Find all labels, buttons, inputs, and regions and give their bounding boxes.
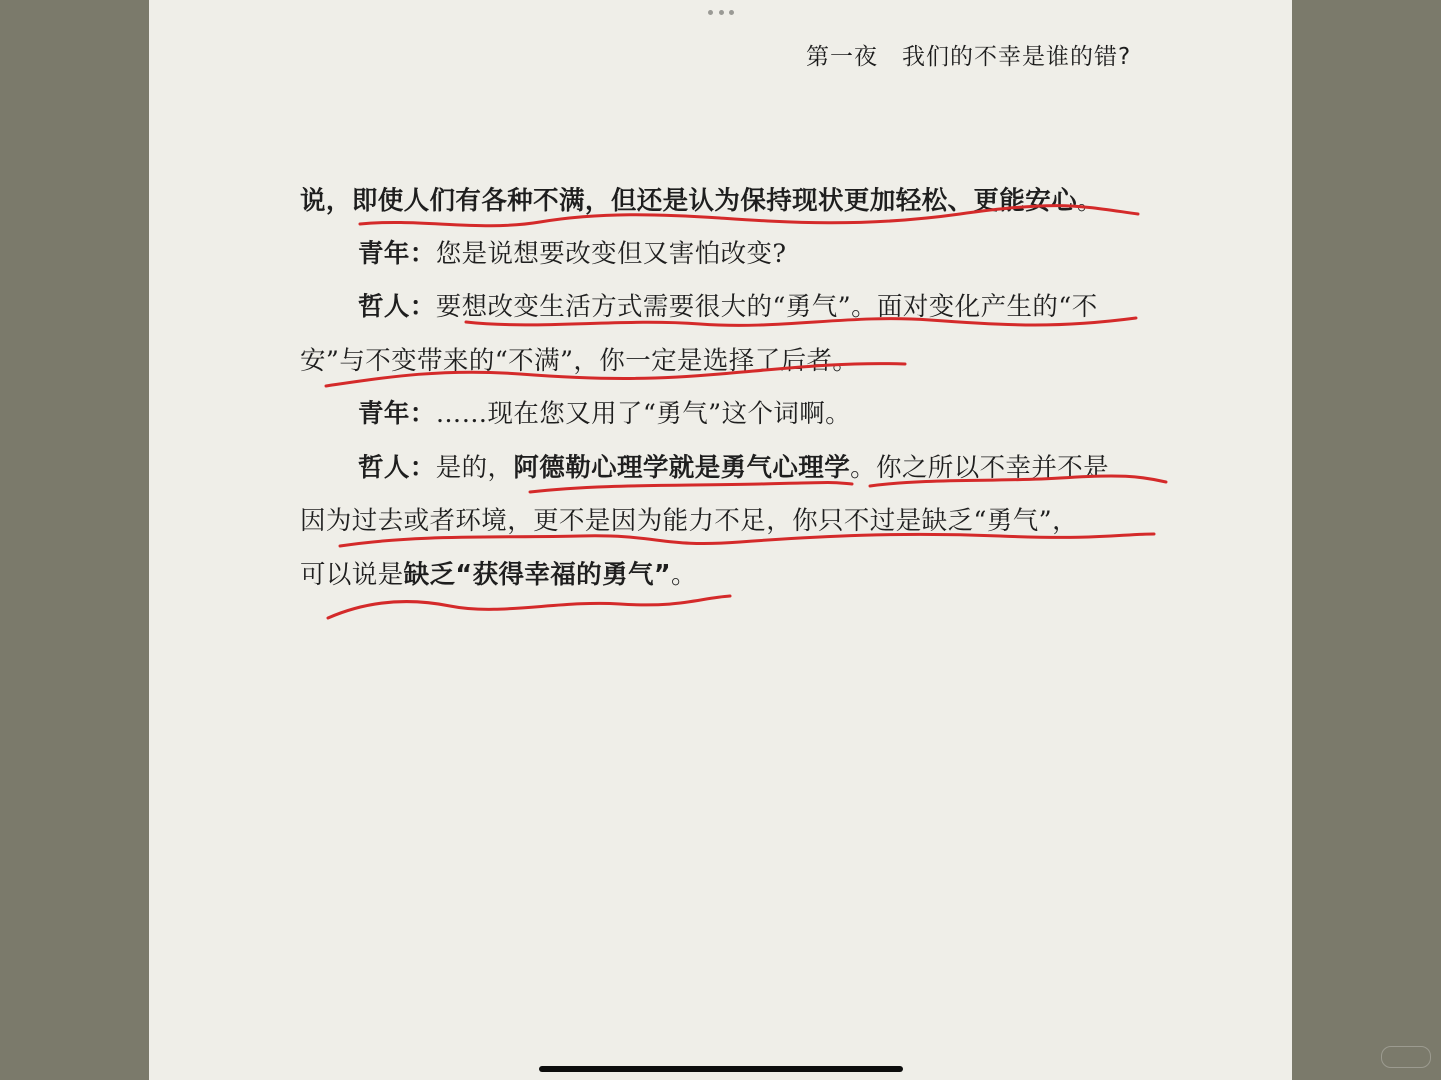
text-segment: 安”与不变带来的“不满”，你一定是选择了后者。 — [300, 346, 859, 376]
text-segment: 。 — [671, 560, 697, 590]
watermark-logo — [1381, 1046, 1431, 1068]
bold-segment: 缺乏“获得幸福的勇气” — [403, 560, 672, 590]
text-line-8 — [300, 558, 697, 592]
running-header — [806, 38, 1166, 71]
text-line-5 — [358, 397, 851, 431]
book-page — [149, 0, 1292, 1080]
text-line-1 — [300, 184, 1103, 218]
home-indicator[interactable] — [539, 1066, 903, 1072]
text-line-3 — [358, 290, 1098, 324]
text-line-2 — [358, 237, 786, 271]
text-segment: 要想改变生活方式需要很大的“勇气”。面对变化产生的“不 — [435, 292, 1098, 322]
text-line-7 — [300, 504, 1078, 538]
text-line-4 — [300, 344, 858, 378]
chapter-title: 我们的不幸是谁的错? — [902, 44, 1132, 70]
bold-segment: 阿德勒心理学就是勇气心理学 — [513, 453, 851, 483]
ellipsis-icon[interactable] — [708, 8, 734, 16]
text-segment: 。 — [1077, 186, 1103, 216]
speaker-label: 哲人： — [358, 292, 436, 322]
text-segment: 。你之所以不幸并不是 — [850, 453, 1110, 483]
text-segment: 是的， — [435, 453, 514, 483]
text-segment: 因为过去或者环境，更不是因为能力不足，你只不过是缺乏“勇气”， — [300, 506, 1078, 536]
speaker-label: 青年： — [358, 239, 436, 269]
text-segment: 说， — [300, 186, 352, 216]
text-segment: ……现在您又用了“勇气”这个词啊。 — [435, 399, 852, 429]
text-segment: 可以说是 — [300, 560, 404, 590]
text-segment: 您是说想要改变但又害怕改变? — [435, 239, 787, 269]
speaker-label: 青年： — [358, 399, 436, 429]
chapter-label: 第一夜 — [806, 44, 878, 70]
speaker-label: 哲人： — [358, 453, 436, 483]
text-line-6 — [358, 451, 1109, 485]
bold-segment: 即使人们有各种不满，但还是认为保持现状更加轻松、更能安心 — [351, 186, 1078, 216]
